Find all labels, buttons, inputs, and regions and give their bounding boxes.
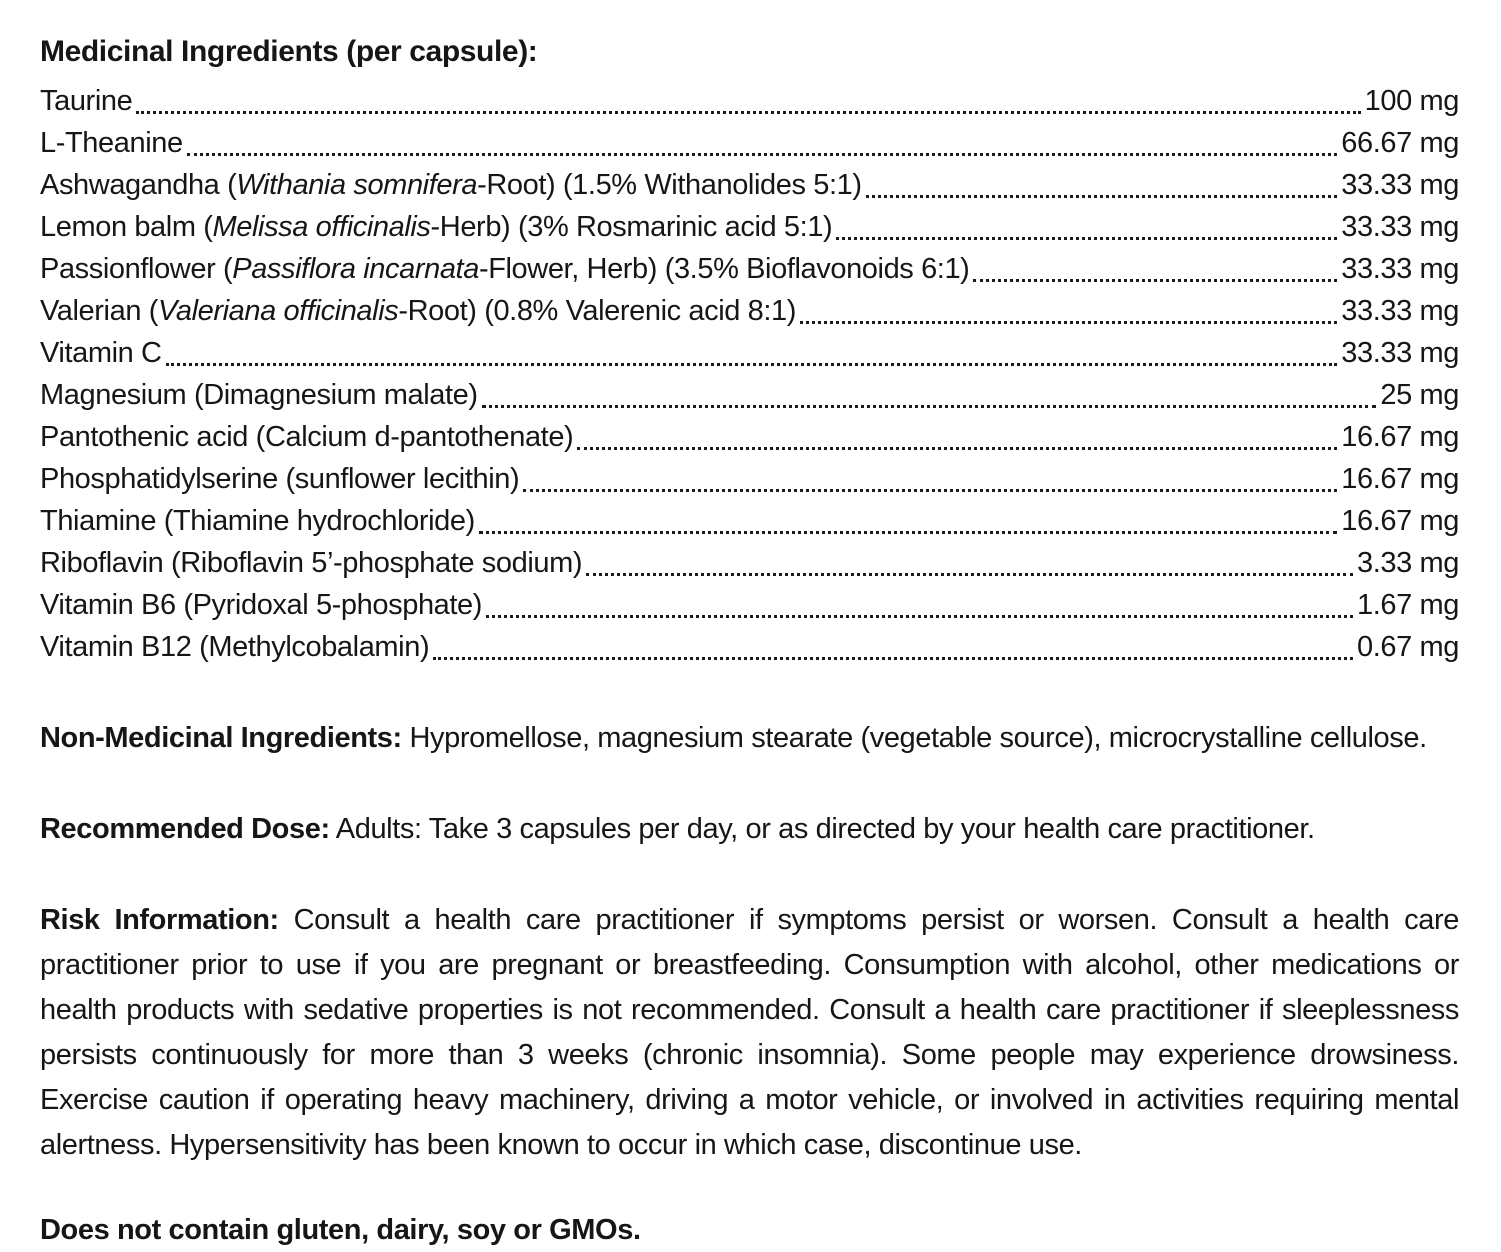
dot-leader bbox=[486, 615, 1353, 618]
ingredient-name: Valerian (Valeriana officinalis-Root) (0.8% Valerenic acid 8:1) bbox=[40, 295, 797, 327]
ingredient-amount: 100 mg bbox=[1364, 85, 1459, 117]
ingredient-name: Riboflavin (Riboflavin 5’-phosphate sodium) bbox=[40, 547, 583, 579]
ingredient-row bbox=[40, 500, 1459, 542]
ingredient-row bbox=[40, 332, 1459, 374]
ingredient-row bbox=[40, 290, 1459, 332]
dot-leader bbox=[866, 195, 1338, 198]
contains-statement: Does not contain gluten, dairy, soy or GMOs. bbox=[40, 1214, 641, 1246]
ingredient-row bbox=[40, 416, 1459, 458]
ingredient-amount: 33.33 mg bbox=[1341, 211, 1459, 243]
recommended-dose-text: Adults: Take 3 capsules per day, or as directed by your health care practitioner. bbox=[335, 813, 1315, 845]
ingredient-row bbox=[40, 542, 1459, 584]
dot-leader bbox=[166, 363, 1338, 366]
risk-information-label: Risk Information: bbox=[40, 904, 279, 936]
ingredient-amount: 16.67 mg bbox=[1341, 463, 1459, 495]
ingredient-row bbox=[40, 206, 1459, 248]
ingredient-name: Magnesium (Dimagnesium malate) bbox=[40, 379, 478, 411]
ingredient-name: Vitamin B6 (Pyridoxal 5-phosphate) bbox=[40, 589, 483, 621]
dot-leader bbox=[523, 489, 1337, 492]
ingredient-name: Taurine bbox=[40, 85, 133, 117]
dot-leader bbox=[187, 153, 1338, 156]
risk-information-text: Consult a health care practitioner if symptoms persist or worsen. Consult a health care practitioner prior to use if you are pregnant or breastfeeding. Consumption with alcohol, other medications or health products with sedative properties is not recommended. Consult a health care practitioner if sleeplessness persists continuously for more than 3 weeks (chronic insomnia). Some people may experience drowsiness. Exercise caution if operating heavy machinery, driving a motor vehicle, or involved in activities requiring mental alertness. Hypersensitivity has been known to occur in which case, discontinue use. bbox=[40, 904, 1459, 1161]
ingredient-amount: 0.67 mg bbox=[1357, 631, 1459, 663]
ingredient-amount: 33.33 mg bbox=[1341, 169, 1459, 201]
medicinal-ingredients-heading: Medicinal Ingredients (per capsule): bbox=[40, 35, 538, 68]
ingredient-name: Vitamin B12 (Methylcobalamin) bbox=[40, 631, 430, 663]
ingredient-amount: 33.33 mg bbox=[1341, 253, 1459, 285]
dot-leader bbox=[586, 573, 1353, 576]
ingredient-amount: 33.33 mg bbox=[1341, 295, 1459, 327]
recommended-dose-label: Recommended Dose: bbox=[40, 813, 330, 845]
ingredient-row bbox=[40, 122, 1459, 164]
ingredient-row bbox=[40, 374, 1459, 416]
ingredient-name: Ashwagandha (Withania somnifera-Root) (1.5% Withanolides 5:1) bbox=[40, 169, 862, 201]
ingredient-name: Passionflower (Passiflora incarnata-Flower, Herb) (3.5% Bioflavonoids 6:1) bbox=[40, 253, 970, 285]
ingredient-amount: 16.67 mg bbox=[1341, 505, 1459, 537]
ingredient-name: Vitamin C bbox=[40, 337, 162, 369]
dot-leader bbox=[482, 405, 1377, 408]
dot-leader bbox=[973, 279, 1337, 282]
dot-leader bbox=[836, 237, 1337, 240]
ingredient-row bbox=[40, 458, 1459, 500]
ingredient-amount: 66.67 mg bbox=[1341, 127, 1459, 159]
ingredient-amount: 3.33 mg bbox=[1357, 547, 1459, 579]
non-medicinal-ingredients-text: Hypromellose, magnesium stearate (vegetable source), microcrystalline cellulose. bbox=[409, 722, 1427, 754]
ingredient-name: Thiamine (Thiamine hydrochloride) bbox=[40, 505, 475, 537]
medicinal-ingredients-list bbox=[40, 80, 1459, 668]
ingredient-row bbox=[40, 626, 1459, 668]
ingredient-amount: 25 mg bbox=[1380, 379, 1459, 411]
dot-leader bbox=[433, 657, 1353, 660]
ingredient-name: Lemon balm (Melissa officinalis-Herb) (3% Rosmarinic acid 5:1) bbox=[40, 211, 833, 243]
non-medicinal-ingredients-section bbox=[40, 716, 1459, 761]
ingredient-amount: 16.67 mg bbox=[1341, 421, 1459, 453]
ingredient-amount: 1.67 mg bbox=[1357, 589, 1459, 621]
ingredient-row bbox=[40, 248, 1459, 290]
ingredient-name: L-Theanine bbox=[40, 127, 183, 159]
dot-leader bbox=[800, 321, 1337, 324]
ingredient-row bbox=[40, 80, 1459, 122]
risk-information-section bbox=[40, 898, 1459, 1168]
ingredient-name: Phosphatidylserine (sunflower lecithin) bbox=[40, 463, 520, 495]
ingredient-row bbox=[40, 164, 1459, 206]
dot-leader bbox=[136, 111, 1360, 114]
dot-leader bbox=[577, 447, 1337, 450]
recommended-dose-section bbox=[40, 807, 1459, 852]
non-medicinal-ingredients-label: Non-Medicinal Ingredients: bbox=[40, 722, 402, 754]
ingredient-name: Pantothenic acid (Calcium d-pantothenate) bbox=[40, 421, 574, 453]
dot-leader bbox=[479, 531, 1337, 534]
ingredient-row bbox=[40, 584, 1459, 626]
ingredient-amount: 33.33 mg bbox=[1341, 337, 1459, 369]
